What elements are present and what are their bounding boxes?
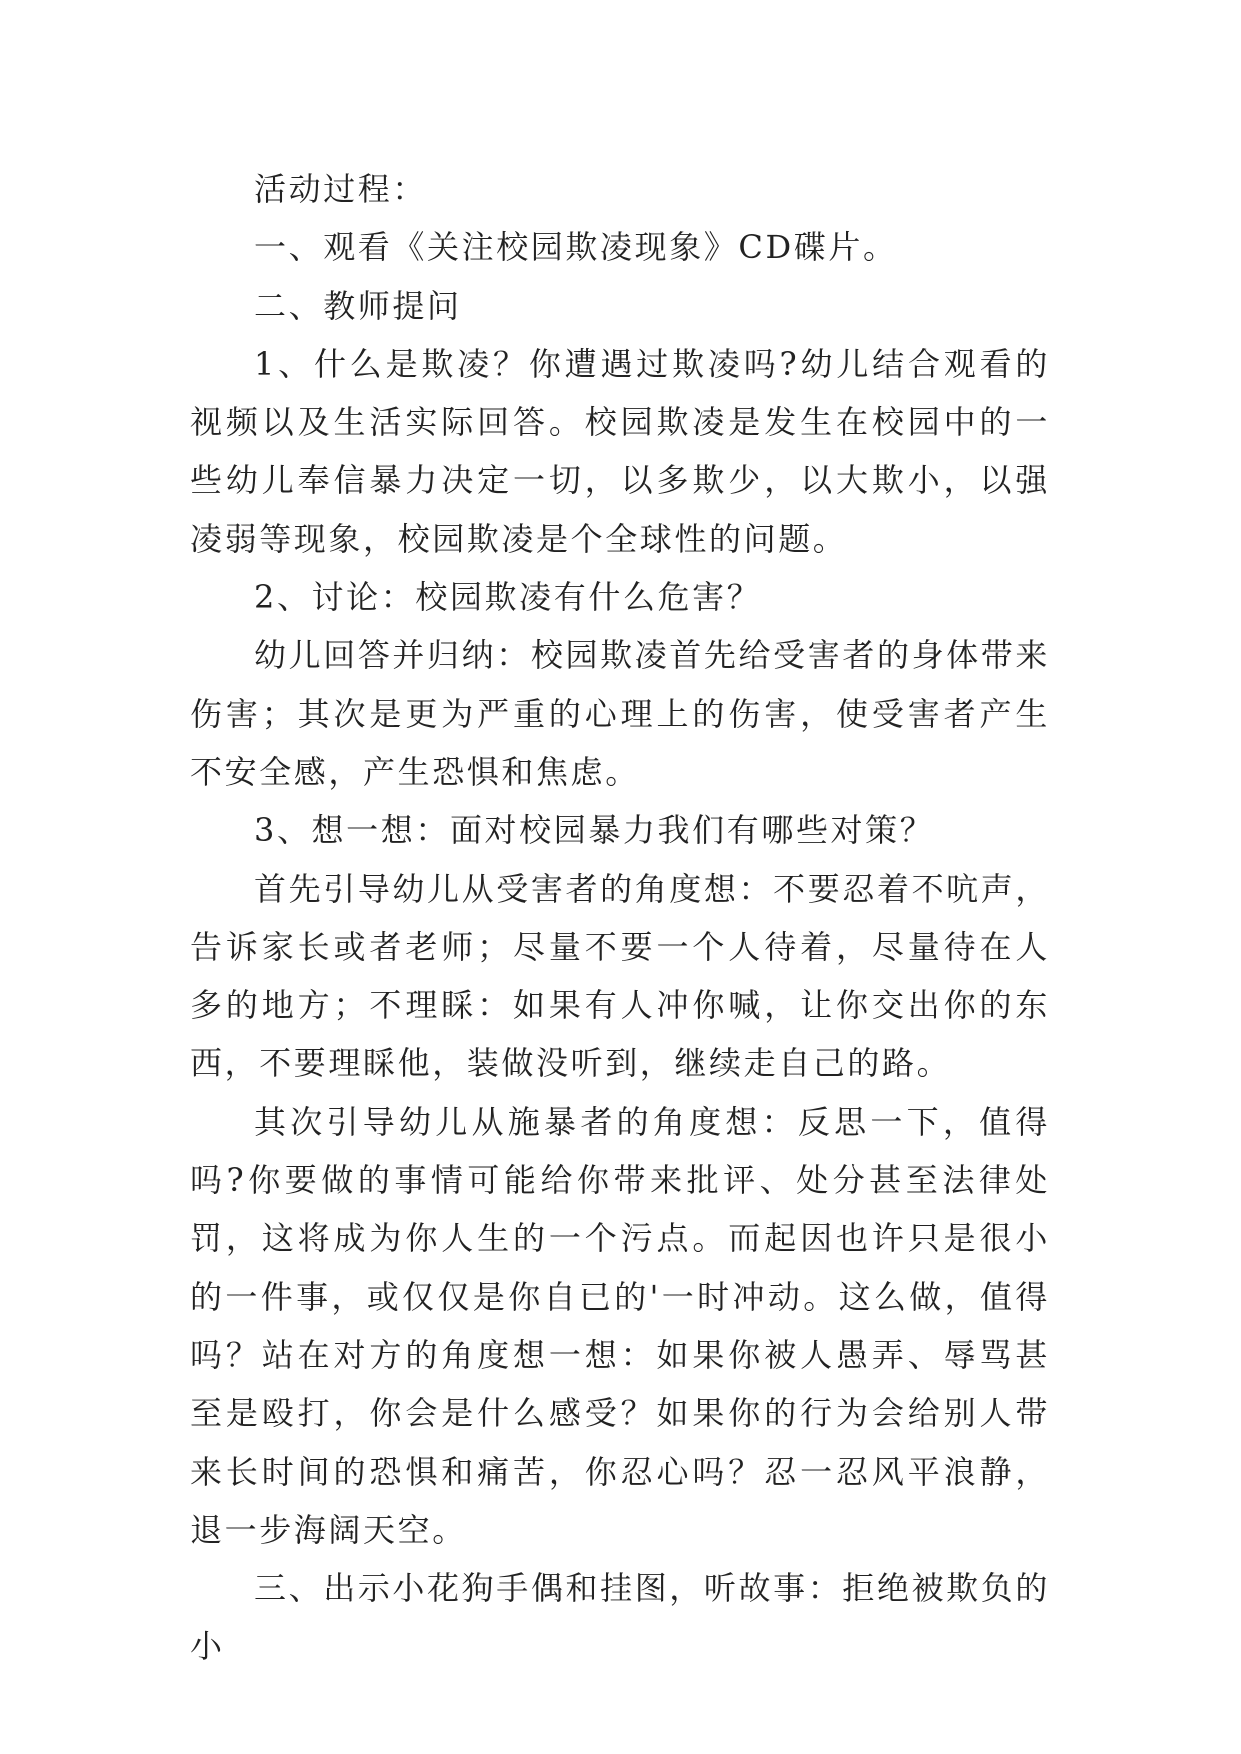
paragraph-bully-perspective: 其次引导幼儿从施暴者的角度想：反思一下，值得吗?你要做的事情可能给你带来批评、处分甚至法律处罚，这将成为你人生的一个污点。而起因也许只是很小的一件事，或仅仅是你自已的'一时冲动。这么做，值得吗？站在对方的角度想一想：如果你被人愚弄、辱骂甚至是殴打，你会是什么感受？如果你的行为会给别人带来长时间的恐惧和痛苦，你忍心吗？忍一忍风平浪静，退一步海阔天空。 <box>190 1102 1050 1549</box>
paragraph-victim-perspective: 首先引导幼儿从受害者的角度想：不要忍着不吭声，告诉家长或者老师；尽量不要一个人待着，尽量待在人多的地方；不理睬：如果有人冲你喊，让你交出你的东西，不要理睬他，装做没听到，继续走自己的路。 <box>190 869 1050 1083</box>
paragraph-discussion-harms: 2、讨论：校园欺凌有什么危害？ <box>254 578 762 617</box>
paragraph-step-two-teacher-questions: 二、教师提问 <box>254 286 462 325</box>
paragraph-activity-process-heading: 活动过程： <box>254 170 428 208</box>
document-body <box>190 160 1050 1676</box>
paragraph-step-one-watch-cd: 一、观看《关注校园欺凌现象》CD碟片。 <box>254 228 898 267</box>
paragraph-children-summary: 幼儿回答并归纳：校园欺凌首先给受害者的身体带来伤害；其次是更为严重的心理上的伤害，使受害者产生不安全感，产生恐惧和焦虑。 <box>190 636 1050 791</box>
paragraph-think-countermeasures: 3、想一想：面对校园暴力我们有哪些对策？ <box>254 811 935 850</box>
paragraph-question-what-is-bullying: 1、什么是欺凌？你遭遇过欺凌吗?幼儿结合观看的视频以及生活实际回答。校园欺凌是发生在校园中的一些幼儿奉信暴力决定一切，以多欺少，以大欺小，以强凌弱等现象，校园欺凌是个全球性的问题。 <box>190 344 1050 558</box>
paragraph-step-three-story: 三、出示小花狗手偶和挂图，听故事：拒绝被欺负的小 <box>190 1569 1050 1666</box>
